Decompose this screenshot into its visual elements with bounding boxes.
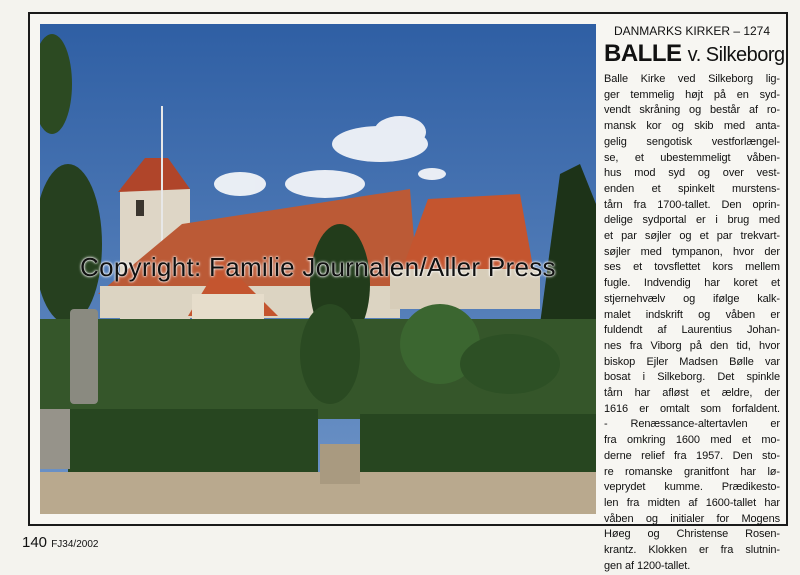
article-line: fuldendt af Laurentius Johan- xyxy=(604,324,780,337)
article-line: bosat i Silkeborg. Det spinkle xyxy=(604,371,780,384)
article-title xyxy=(604,40,785,68)
article-line: vendt skråning og består af ro- xyxy=(604,104,780,117)
article-line: enden et spinkelt murstens- xyxy=(604,182,780,195)
article-line: delige sydportal er i brug med xyxy=(604,214,780,227)
article-line: len fra midten af 1600-tallet har xyxy=(604,496,780,509)
article-line: ger temmelig højt på en syd- xyxy=(604,88,780,101)
article-line: ses et tovsflettet kors mellem xyxy=(604,261,780,274)
title-main: BALLE xyxy=(604,40,682,67)
article-line: gen af 1200-tallet. xyxy=(604,559,691,572)
article-line: biskop Ejler Madsen Bølle var xyxy=(604,355,780,368)
article-line: veprydet kumme. Prædikesto- xyxy=(604,481,780,494)
article-line: derne relief fra 1957. Den sto- xyxy=(604,449,780,462)
article-line: Balle Kirke ved Silkeborg lig- xyxy=(604,73,780,85)
article-line: se, et ubestemmeligt våben- xyxy=(604,151,780,164)
page-number: 140 xyxy=(22,534,48,551)
article-line: et par søjler og et par trekvart- xyxy=(604,230,780,243)
copyright-watermark: Copyright: Familie Journalen/Aller Press xyxy=(80,252,556,282)
article-line: hus mod syd og over vest- xyxy=(604,167,780,180)
article-line: mansk kor og skib med anta- xyxy=(604,120,780,133)
article-line: tårn fra 1700-tallet. Den oprin- xyxy=(604,198,780,211)
article-line: stjernehvælv og ifølge kalk- xyxy=(604,292,780,305)
article-line: Høeg og Christense Rosen- xyxy=(604,528,780,541)
series-heading: DANMARKS KIRKER – 1274 xyxy=(613,24,771,38)
article-line: fugle. Indvendig har koret et xyxy=(604,277,780,290)
issue-label: FJ34/2002 xyxy=(51,539,99,550)
article-line: malet indskrift og våben er xyxy=(604,308,780,321)
article-line: 1616 er omtalt som forfaldent. xyxy=(604,402,780,415)
article-line: våben og initialer for Mogens xyxy=(604,512,780,525)
article-line: re romanske granitfont har lø- xyxy=(604,465,780,478)
article-column xyxy=(604,24,785,575)
article-line: søjler med tympanon, hvor der xyxy=(604,245,780,258)
article-line: nes fra Viborg på den tid, hvor xyxy=(604,339,780,352)
title-sub: v. Silkeborg xyxy=(687,44,785,66)
article-line: fra omkring 1600 med et mo- xyxy=(604,434,780,447)
article-body xyxy=(604,72,780,575)
article-line: gelig sengotisk vestforlængel- xyxy=(604,135,780,148)
article-line: - Renæssance-altertavlen er xyxy=(604,418,780,431)
page-footer xyxy=(22,534,98,551)
article-line: krantz. Klokken er fra slutnin- xyxy=(604,544,780,557)
article-line: tårn har afløst et ældre, der xyxy=(604,387,780,400)
